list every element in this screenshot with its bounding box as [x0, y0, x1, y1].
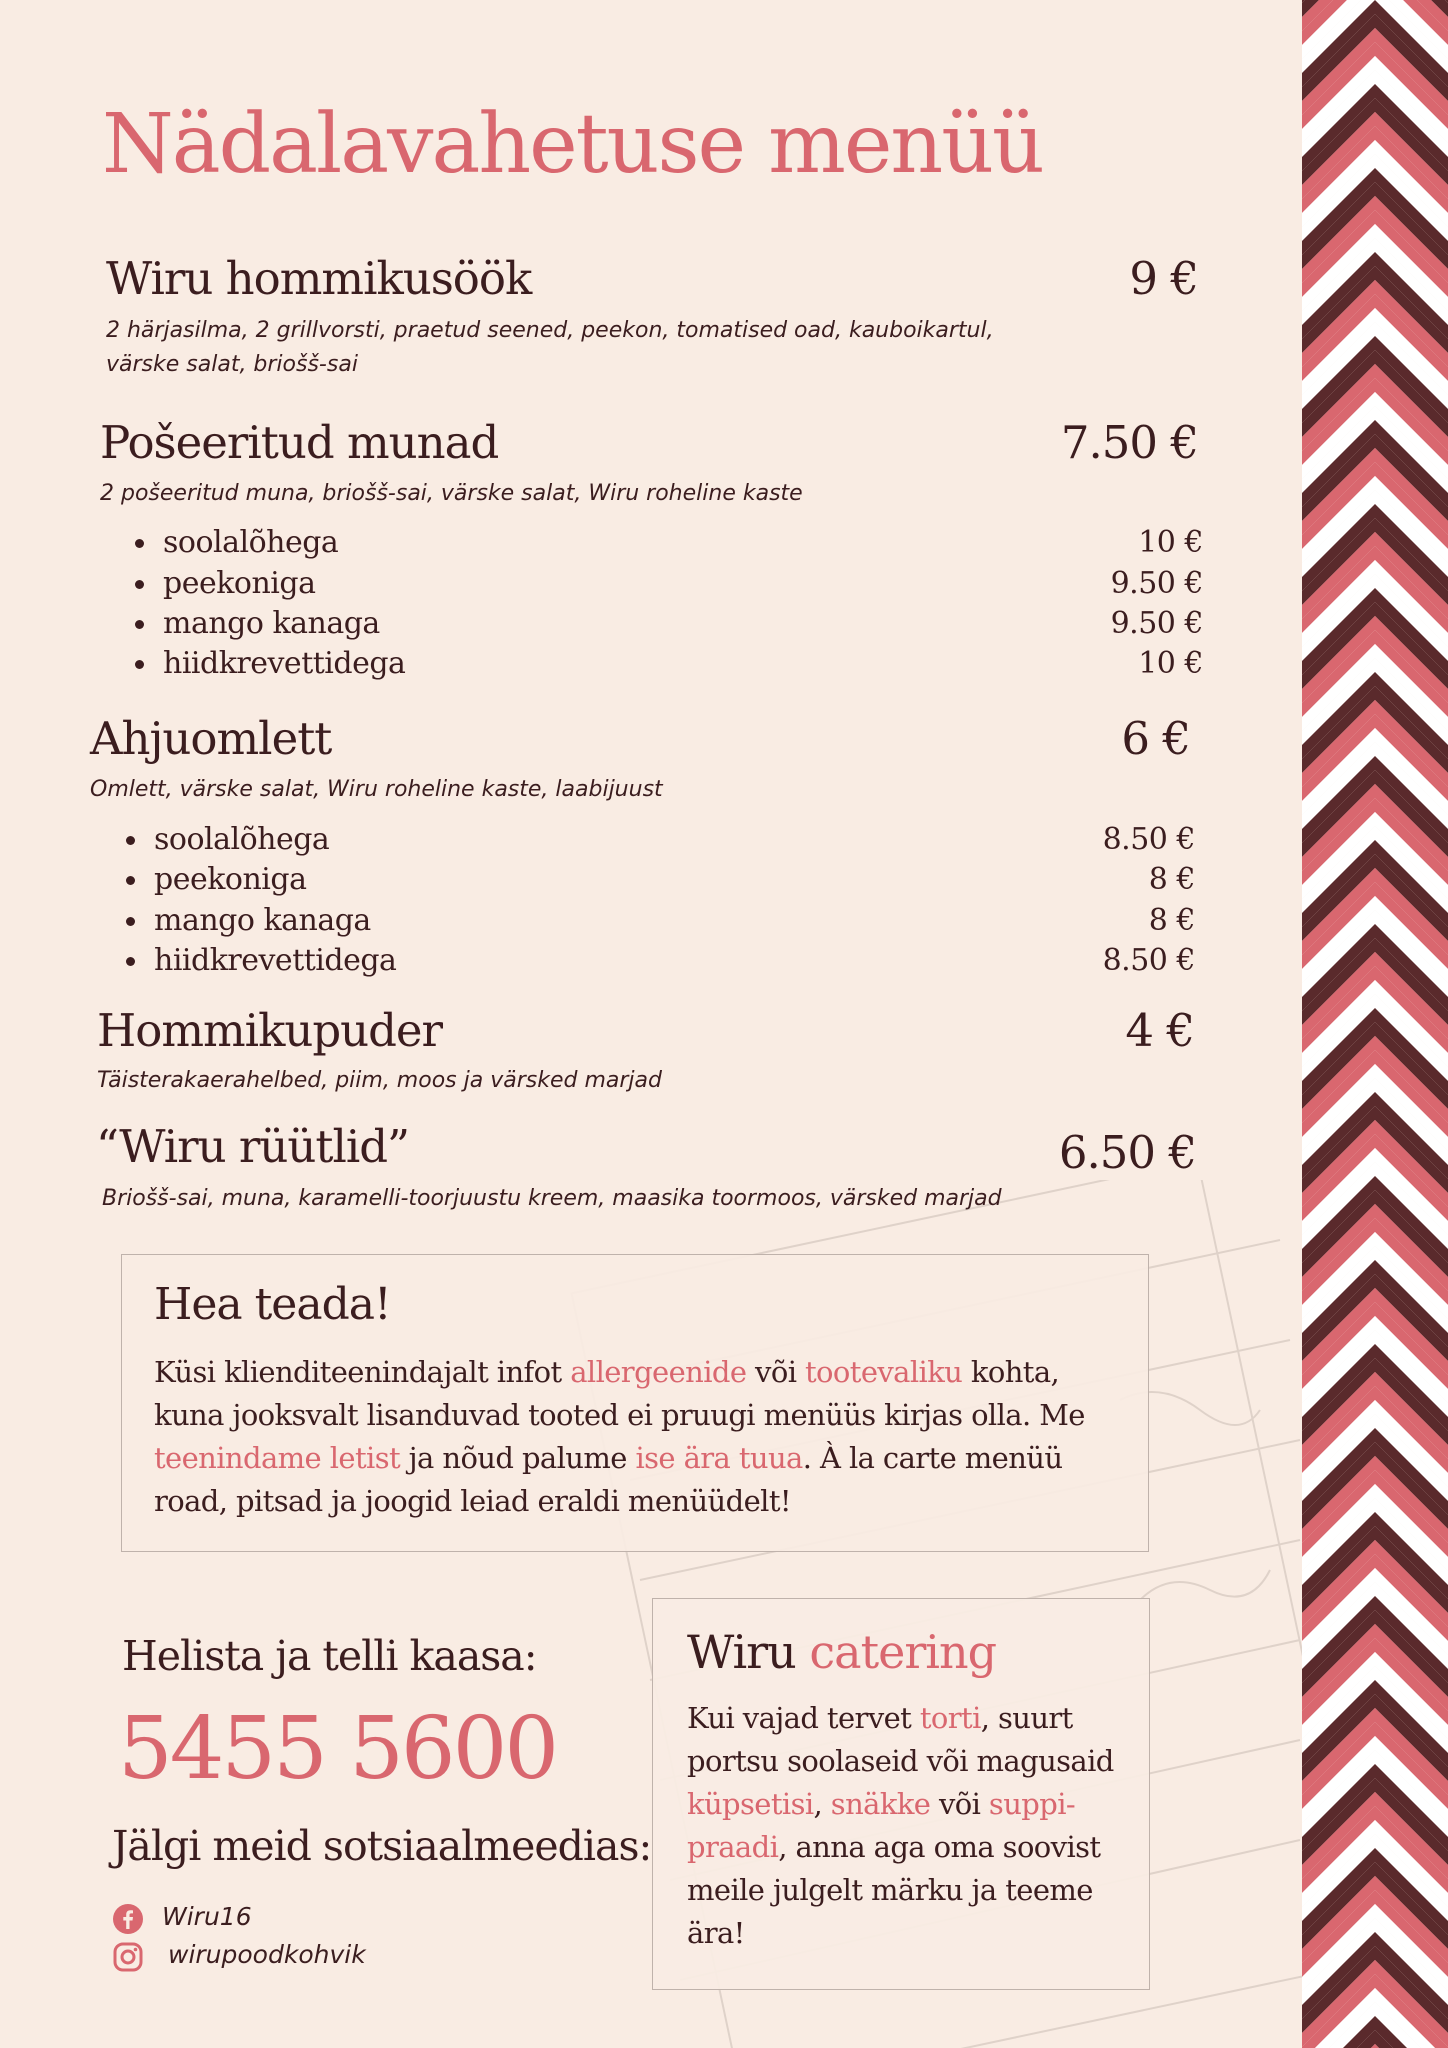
description-line: värske salat, briošš-sai	[106, 352, 358, 377]
bullet-icon	[135, 539, 144, 548]
option-price: 10 €	[1138, 646, 1203, 681]
info-text-part: kohta, kuna jooksvalt lisanduvad tooted ei pruugi menüüs kirjas olla. Me	[154, 1355, 1085, 1432]
info-highlight: tootevaliku	[805, 1355, 963, 1389]
catering-heading-accent: catering	[809, 1625, 997, 1679]
option-price: 9.50 €	[1110, 606, 1203, 641]
option-price: 8.50 €	[1102, 822, 1195, 857]
bullet-icon	[126, 876, 135, 885]
bullet-icon	[126, 917, 135, 926]
phone-number[interactable]: 5455 5600	[118, 1699, 557, 1799]
catering-text	[687, 1697, 1127, 1955]
bullet-icon	[135, 660, 144, 669]
description-line: 2 härjasilma, 2 grillvorsti, praetud seened, peekon, tomatised oad, kauboikartul,	[106, 318, 994, 343]
menu-item-title: Wiru hommikusöök	[106, 252, 532, 305]
info-box	[121, 1254, 1149, 1552]
info-text-part: Küsi klienditeenindajalt infot	[154, 1355, 571, 1389]
option-price: 10 €	[1138, 525, 1203, 560]
info-highlight: teenindame letist	[154, 1441, 401, 1475]
menu-item-title: Hommikupuder	[97, 1004, 443, 1057]
option-row	[126, 820, 1195, 860]
social-follow-label: Jälgi meid sotsiaalmeedias:	[112, 1822, 652, 1870]
menu-item-description	[100, 477, 803, 511]
catering-highlight: küpsetisi	[687, 1787, 814, 1821]
option-price: 8.50 €	[1102, 943, 1195, 978]
menu-item-title: “Wiru rüütlid”	[96, 1120, 410, 1173]
facebook-icon	[112, 1903, 144, 1935]
menu-item-price: 6.50 €	[1058, 1126, 1196, 1179]
menu-item-price: 6 €	[1121, 712, 1190, 765]
option-price: 8 €	[1148, 862, 1195, 897]
option-row	[126, 941, 1195, 981]
catering-text-part: ,	[813, 1787, 831, 1821]
facebook-handle: Wiru16	[162, 1902, 252, 1931]
catering-heading-plain: Wiru	[687, 1625, 810, 1679]
menu-item-description	[106, 314, 1006, 382]
description-line: 2 pošeeritud muna, briošš-sai, värske salat, Wiru roheline kaste	[100, 481, 803, 506]
info-heading: Hea teada!	[154, 1279, 391, 1330]
menu-item-price: 7.50 €	[1060, 416, 1198, 469]
menu-item-title: Pošeeritud munad	[100, 416, 499, 469]
info-highlight: allergeenide	[570, 1355, 747, 1389]
menu-item-description	[102, 1182, 1002, 1216]
option-row	[135, 564, 1203, 604]
info-text-part: . À la carte menüü road, pitsad ja joogid leiad eraldi menüüdelt!	[154, 1441, 1063, 1518]
option-price: 9.50 €	[1110, 566, 1203, 601]
description-line: Omlett, värske salat, Wiru roheline kaste, laabijuust	[90, 777, 663, 802]
page-title: Nädalavahetuse menüü	[102, 97, 1043, 192]
description-line: Täisterakaerahelbed, piim, moos ja värsked marjad	[97, 1068, 662, 1093]
option-row	[126, 901, 1195, 941]
bullet-icon	[135, 620, 144, 629]
menu-item-price: 4 €	[1125, 1004, 1194, 1057]
catering-text-part: Kui vajad tervet	[687, 1701, 920, 1735]
info-text-part: või	[746, 1355, 805, 1389]
info-text	[154, 1351, 1134, 1523]
catering-text-part: , suurt portsu soolaseid või magusaid	[687, 1701, 1114, 1778]
option-label: hiidkrevettidega	[154, 943, 397, 978]
option-label: peekoniga	[154, 862, 307, 897]
menu-item-title: Ahjuomlett	[90, 712, 332, 765]
description-line: Briošš-sai, muna, karamelli-toorjuustu kreem, maasika toormoos, värsked marjad	[102, 1186, 1002, 1211]
option-label: soolalõhega	[154, 822, 330, 857]
chevron-stripe-decoration	[1302, 0, 1448, 2048]
menu-item-description	[90, 773, 663, 807]
instagram-handle: wirupoodkohvik	[168, 1940, 366, 1969]
info-highlight: ise ära tuua	[635, 1441, 803, 1475]
info-text-part: ja nõud palume	[400, 1441, 636, 1475]
catering-heading	[687, 1625, 997, 1679]
instagram-icon	[112, 1941, 144, 1973]
option-label: peekoniga	[163, 566, 316, 601]
catering-text-part: , anna aga oma soovist meile julgelt märku ja teeme ära!	[687, 1830, 1101, 1950]
option-row	[135, 523, 1203, 563]
catering-box	[652, 1598, 1150, 1990]
catering-highlight: suppi-praadi	[687, 1787, 1076, 1864]
option-row	[135, 604, 1203, 644]
option-label: mango kanaga	[163, 606, 380, 641]
catering-highlight: snäkke	[830, 1787, 931, 1821]
call-label: Helista ja telli kaasa:	[122, 1632, 537, 1680]
catering-text-part: või	[930, 1787, 989, 1821]
option-label: mango kanaga	[154, 903, 371, 938]
bullet-icon	[126, 836, 135, 845]
option-row	[126, 860, 1195, 900]
catering-highlight: torti	[919, 1701, 981, 1735]
option-row	[135, 644, 1203, 684]
menu-item-description	[97, 1064, 662, 1098]
menu-item-price: 9 €	[1129, 252, 1198, 305]
option-label: soolalõhega	[163, 525, 339, 560]
option-label: hiidkrevettidega	[163, 646, 406, 681]
bullet-icon	[135, 580, 144, 589]
option-price: 8 €	[1148, 903, 1195, 938]
bullet-icon	[126, 957, 135, 966]
